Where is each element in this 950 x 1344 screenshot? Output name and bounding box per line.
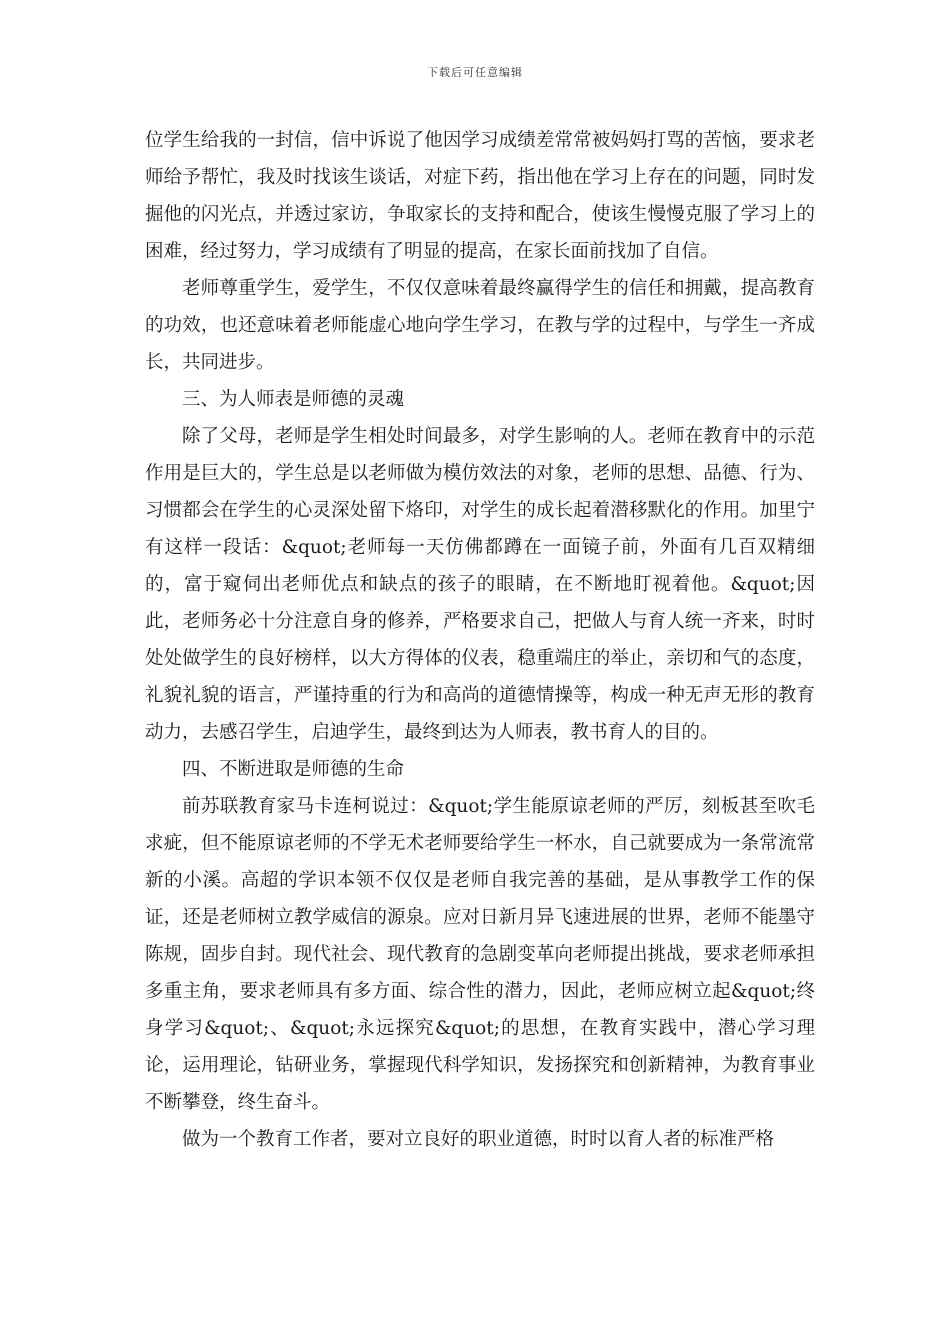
section-heading-3: 三、为人师表是师德的灵魂	[182, 389, 405, 410]
paragraph-respect-students: 老师尊重学生，爱学生，不仅仅意味着最终赢得学生的信任和拥戴，提高教育的功效，也还意味着老师能虚心地向学生学习，在教与学的过程中，与学生一齐成长，共同进步。	[145, 278, 815, 373]
paragraph-letter-story: 位学生给我的一封信，信中诉说了他因学习成绩差常常被妈妈打骂的苦恼，要求老师给予帮忙，我及时找该生谈话，对症下药，指出他在学习上存在的问题，同时发掘他的闪光点，并透过家访，争取家长的支持和配合，使该生慢慢克服了学习上的困难，经过努力，学习成绩有了明显的提高，在家长面前找加了自信。	[145, 130, 815, 262]
paragraph-conclusion: 做为一个教育工作者，要对立良好的职业道德，时时以育人者的标准严格	[182, 1129, 775, 1150]
paragraph-continuous-progress: 前苏联教育家马卡连柯说过：&quot;学生能原谅老师的严厉，刻板甚至吹毛求疵，但不能原谅老师的不学无术老师要给学生一杯水，自己就要成为一条常流常新的小溪。高超的学识本领不仅仅是老师自我完善的基础，是从事教学工作的保证，还是老师树立教学威信的源泉。应对日新月异飞速进展的世界，老师不能墨守陈规，固步自封。现代社会、现代教育的急剧变革向老师提出挑战，要求老师承担多重主角，要求老师具有多方面、综合性的潜力，因此，老师应树立起&quot;终身学习&quot;、&quot;永远探究&quot;的思想，在教育实践中，潜心学习理论，运用理论，钻研业务，掌握现代科学知识，发扬探究和创新精神，为教育事业不断攀登，终生奋斗。	[145, 796, 815, 1113]
section-heading-4: 四、不断进取是师德的生命	[182, 759, 405, 780]
document-body	[145, 122, 815, 1158]
page-header: 下载后可任意编辑	[427, 66, 523, 79]
paragraph-role-model: 除了父母，老师是学生相处时间最多，对学生影响的人。老师在教育中的示范作用是巨大的，学生总是以老师做为模仿效法的对象，老师的思想、品德、行为、习惯都会在学生的心灵深处留下烙印，对学生的成长起着潜移默化的作用。加里宁有这样一段话：&quot;老师每一天仿佛都蹲在一面镜子前，外面有几百双精细的，富于窥伺出老师优点和缺点的孩子的眼睛，在不断地盯视着他。&quot;因此，老师务必十分注意自身的修养，严格要求自己，把做人与育人统一齐来，时时处处做学生的良好榜样，以大方得体的仪表，稳重端庄的举止，亲切和气的态度，礼貌礼貌的语言，严谨持重的行为和高尚的道德情操等，构成一种无声无形的教育动力，去感召学生，启迪学生，最终到达为人师表，教书育人的目的。	[145, 426, 815, 743]
